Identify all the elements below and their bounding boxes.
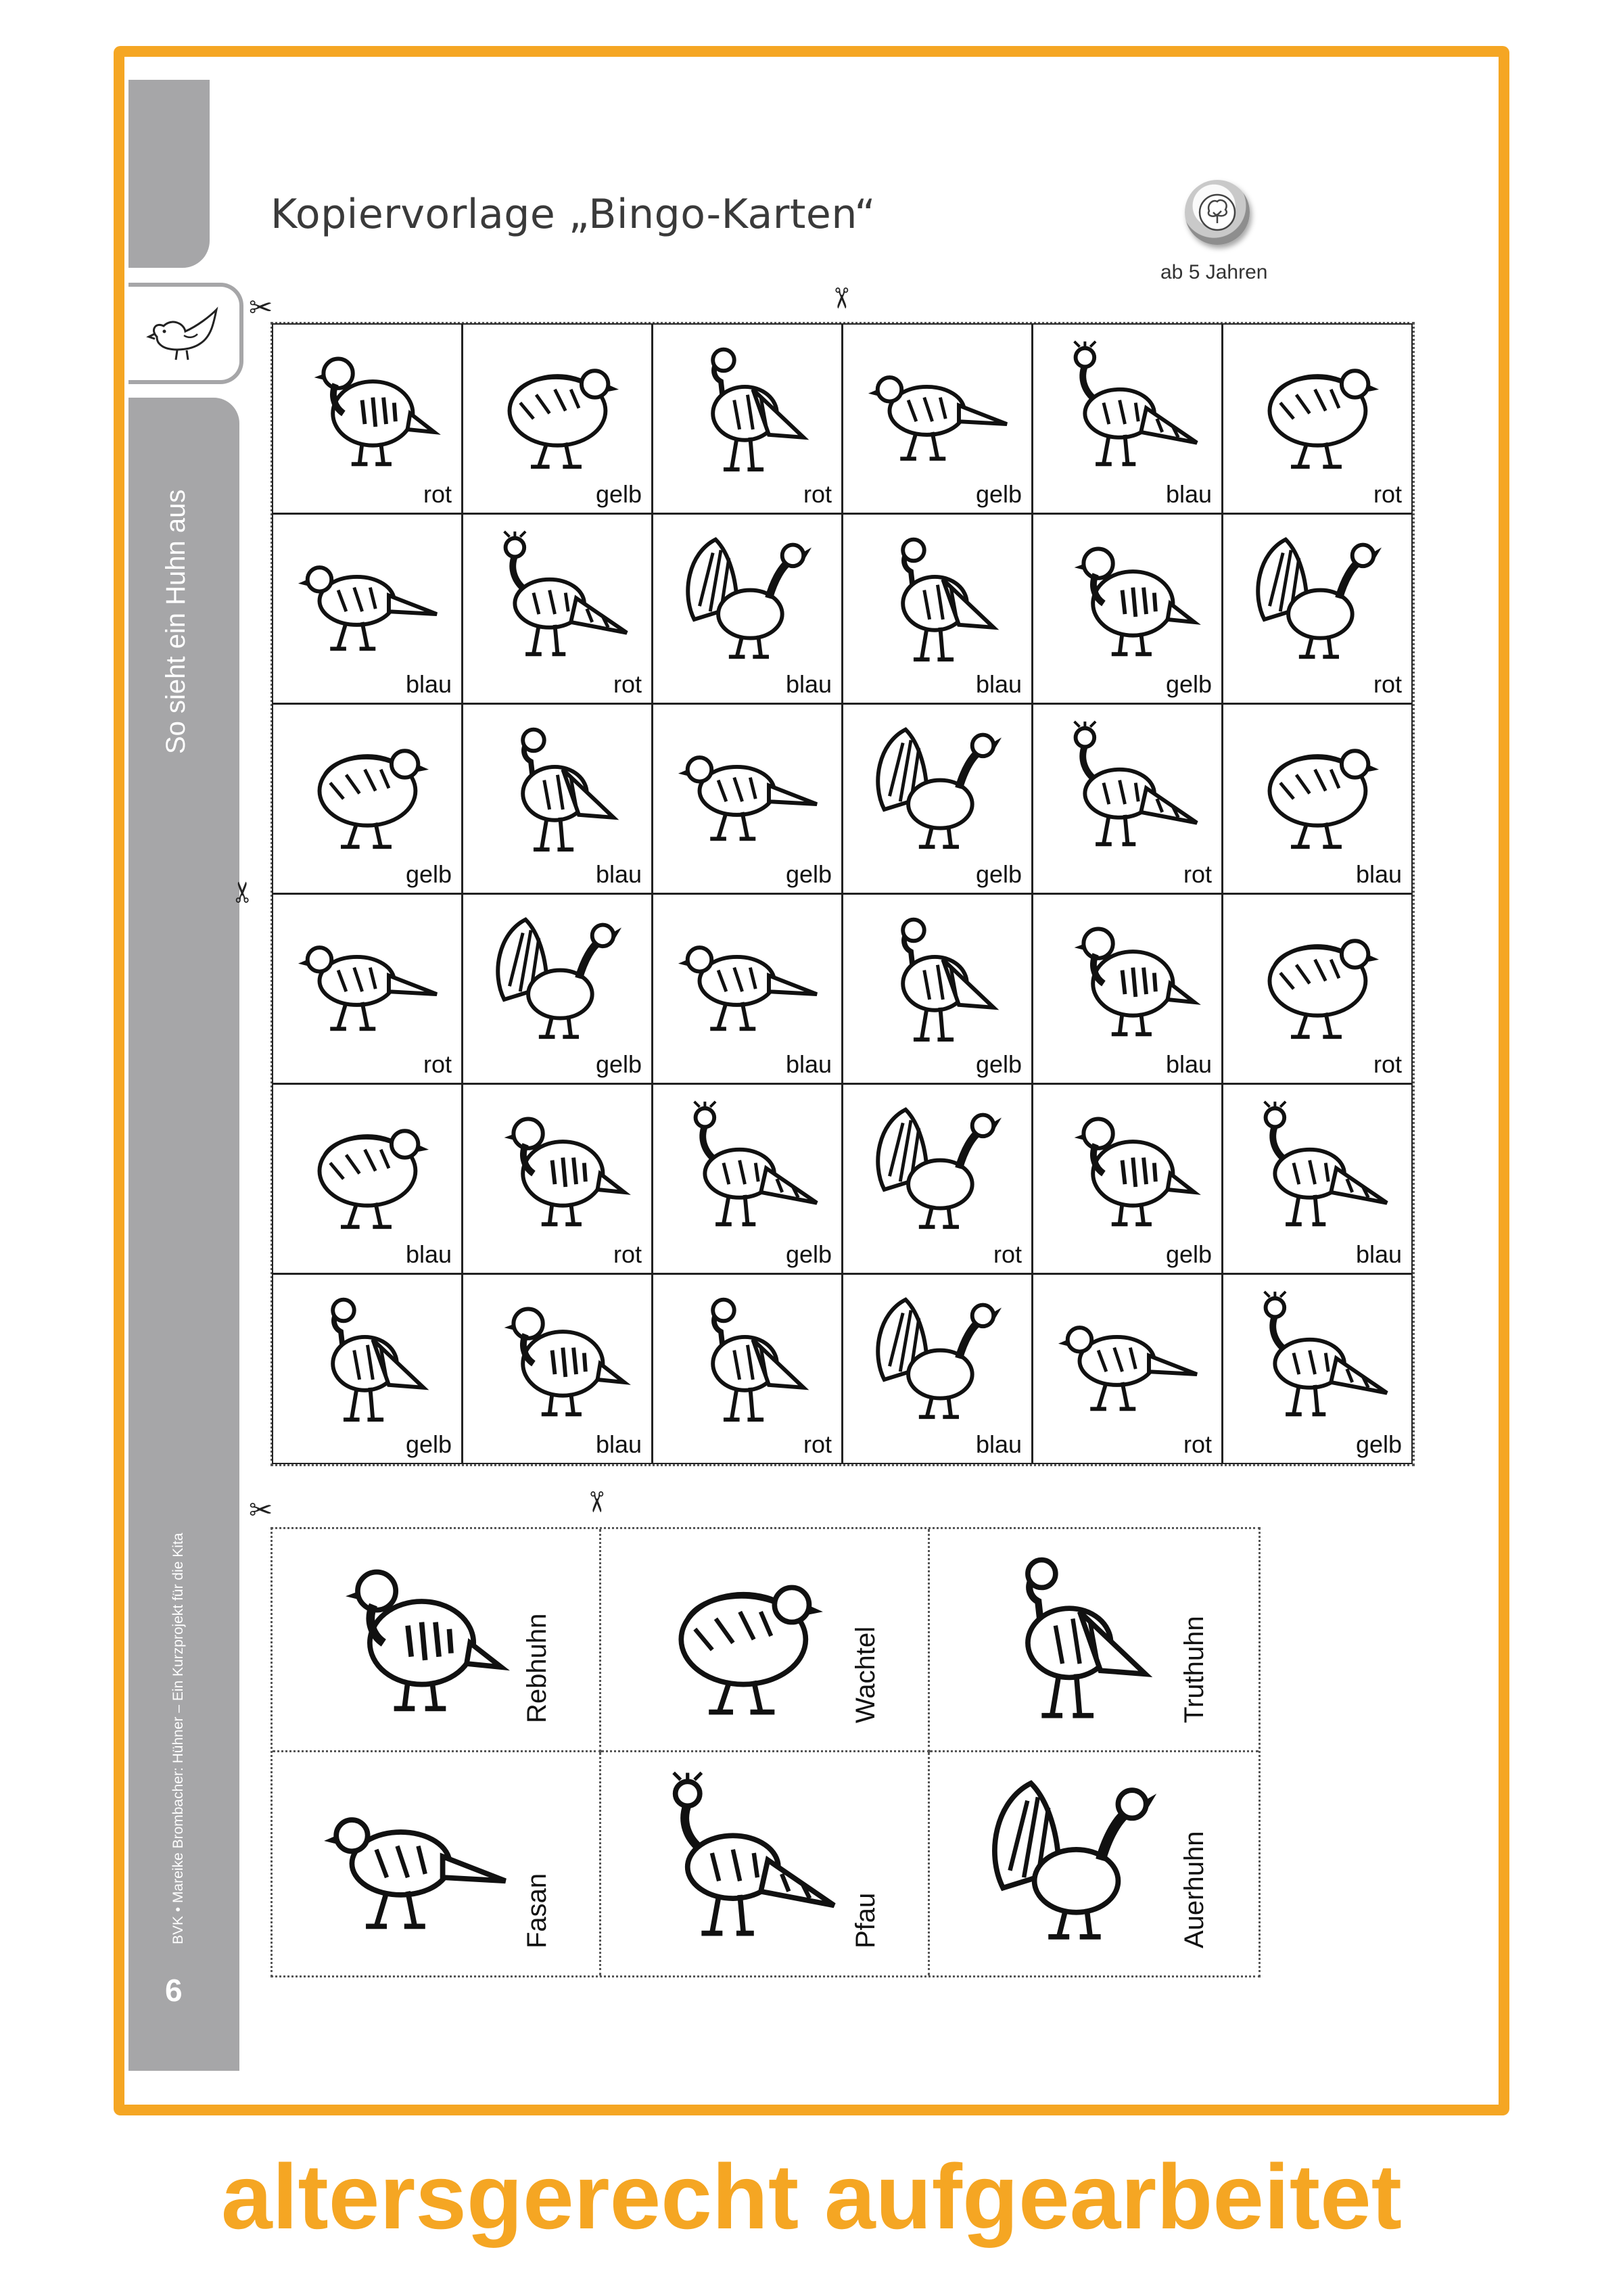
capercaillie-illustration	[1246, 526, 1392, 673]
color-label: rot	[1183, 1430, 1212, 1458]
bingo-card	[462, 893, 653, 1084]
capercaillie-illustration	[866, 716, 1012, 863]
color-label: gelb	[975, 1050, 1022, 1078]
bird-name-card: Rebhuhn	[273, 1529, 601, 1752]
peafowl-illustration	[1246, 1096, 1392, 1243]
color-label: blau	[1355, 1240, 1402, 1268]
partridge-illustration	[486, 1286, 632, 1433]
chapter-tab	[128, 283, 243, 384]
color-label: rot	[1183, 860, 1212, 888]
color-label: gelb	[785, 860, 832, 888]
color-label: rot	[1373, 1050, 1402, 1078]
bingo-card	[1222, 323, 1413, 514]
color-label: blau	[1165, 480, 1212, 508]
bingo-card	[462, 1083, 653, 1274]
turkey-illustration	[296, 1286, 442, 1433]
sidebar-upper-strip	[128, 80, 210, 268]
turkey-illustration	[866, 906, 1012, 1053]
bingo-card	[1222, 703, 1413, 894]
color-label: blau	[1165, 1050, 1212, 1078]
bird-name-card: Pfau	[601, 1752, 930, 1975]
peafowl-illustration	[628, 1766, 863, 1958]
bingo-card	[652, 893, 843, 1084]
bingo-card	[462, 513, 653, 704]
color-label: gelb	[1165, 1240, 1212, 1268]
color-label: gelb	[975, 480, 1022, 508]
capercaillie-illustration	[866, 1286, 1012, 1433]
peafowl-illustration	[1056, 336, 1202, 483]
color-label: rot	[1373, 670, 1402, 698]
color-label: rot	[613, 1240, 642, 1268]
pheasant-illustration	[676, 906, 822, 1053]
partridge-illustration	[1056, 1096, 1202, 1243]
pheasant-illustration	[299, 1766, 534, 1958]
color-label: blau	[595, 860, 642, 888]
color-label: gelb	[975, 860, 1022, 888]
turkey-illustration	[676, 1286, 822, 1433]
color-label: blau	[595, 1430, 642, 1458]
scissors-icon: ✂	[249, 1494, 273, 1526]
partridge-illustration	[486, 1096, 632, 1243]
turkey-illustration	[866, 526, 1012, 673]
quail-illustration	[1246, 906, 1392, 1053]
bingo-card-grid	[270, 322, 1415, 1466]
bingo-card	[1032, 1273, 1223, 1464]
age-label: ab 5 Jahren	[1160, 261, 1268, 283]
bingo-card	[1222, 893, 1413, 1084]
scissors-icon: ✂	[825, 286, 857, 310]
bingo-card	[1032, 513, 1223, 704]
scissors-icon: ✂	[227, 880, 259, 904]
color-label: blau	[785, 1050, 832, 1078]
scissors-icon: ✂	[249, 291, 273, 323]
color-label: blau	[975, 670, 1022, 698]
color-label: gelb	[405, 860, 452, 888]
quail-illustration	[296, 1096, 442, 1243]
bingo-card	[272, 893, 463, 1084]
partridge-illustration	[1056, 906, 1202, 1053]
bingo-card	[272, 1273, 463, 1464]
bingo-card	[652, 703, 843, 894]
tree-badge-icon	[1185, 180, 1250, 245]
partridge-illustration	[299, 1543, 534, 1733]
bingo-card	[272, 513, 463, 704]
bingo-card	[462, 703, 653, 894]
bingo-card	[652, 1083, 843, 1274]
quail-illustration	[1246, 716, 1392, 863]
pheasant-illustration	[296, 526, 442, 673]
bingo-card	[652, 513, 843, 704]
tree-icon	[1198, 193, 1236, 231]
turkey-illustration	[676, 336, 822, 483]
quail-illustration	[296, 716, 442, 863]
bingo-card	[272, 703, 463, 894]
color-label: blau	[1355, 860, 1402, 888]
bingo-card	[842, 323, 1033, 514]
capercaillie-illustration	[956, 1766, 1193, 1958]
pheasant-illustration	[866, 336, 1012, 483]
color-label: rot	[423, 480, 452, 508]
peafowl-illustration	[1056, 716, 1202, 863]
quail-illustration	[486, 336, 632, 483]
page-title: Kopiervorlage „Bingo-Karten“	[270, 191, 876, 238]
publisher-credit: BVK • Mareike Brombacher: Hühner – Ein Kurzprojekt für die Kita	[170, 1532, 186, 1944]
color-label: blau	[405, 1240, 452, 1268]
bird-name-card: Wachtel	[601, 1529, 930, 1752]
color-label: blau	[785, 670, 832, 698]
pheasant-illustration	[676, 716, 822, 863]
bingo-card	[1032, 703, 1223, 894]
bingo-card	[1222, 1083, 1413, 1274]
bingo-card	[462, 323, 653, 514]
turkey-illustration	[486, 716, 632, 863]
quail-illustration	[1246, 336, 1392, 483]
chapter-title: So sieht ein Huhn aus	[161, 489, 191, 754]
bird-name-card: Truthuhn	[930, 1529, 1259, 1752]
capercaillie-illustration	[866, 1096, 1012, 1243]
bingo-card	[652, 1273, 843, 1464]
turkey-illustration	[956, 1543, 1193, 1733]
bingo-card	[1222, 513, 1413, 704]
capercaillie-illustration	[486, 906, 632, 1053]
bird-name-card: Auerhuhn	[930, 1752, 1259, 1975]
bingo-card	[842, 1273, 1033, 1464]
scissors-icon: ✂	[580, 1490, 613, 1514]
color-label: gelb	[1165, 670, 1212, 698]
pheasant-illustration	[296, 906, 442, 1053]
bird-name-card: Fasan	[273, 1752, 601, 1975]
footer-slogan: altersgerecht aufgearbeitet	[221, 2145, 1402, 2248]
color-label: rot	[1373, 480, 1402, 508]
page-number: 6	[165, 1973, 183, 2008]
bingo-card	[842, 1083, 1033, 1274]
bingo-card	[1032, 893, 1223, 1084]
quail-illustration	[628, 1543, 863, 1733]
pheasant-illustration	[1056, 1286, 1202, 1433]
bingo-card	[842, 513, 1033, 704]
color-label: blau	[975, 1430, 1022, 1458]
chicken-icon	[143, 303, 225, 364]
capercaillie-illustration	[676, 526, 822, 673]
peafowl-illustration	[676, 1096, 822, 1243]
color-label: rot	[423, 1050, 452, 1078]
bingo-card	[1032, 323, 1223, 514]
bingo-card	[272, 1083, 463, 1274]
bingo-card	[842, 893, 1033, 1084]
bingo-card	[1222, 1273, 1413, 1464]
color-label: gelb	[595, 480, 642, 508]
color-label: rot	[803, 1430, 832, 1458]
bingo-card	[842, 703, 1033, 894]
color-label: rot	[803, 480, 832, 508]
color-label: blau	[405, 670, 452, 698]
color-label: gelb	[785, 1240, 832, 1268]
bird-name-grid	[270, 1527, 1261, 1977]
bingo-card	[462, 1273, 653, 1464]
color-label: gelb	[595, 1050, 642, 1078]
peafowl-illustration	[486, 526, 632, 673]
peafowl-illustration	[1246, 1286, 1392, 1433]
partridge-illustration	[296, 336, 442, 483]
color-label: rot	[613, 670, 642, 698]
color-label: gelb	[405, 1430, 452, 1458]
bingo-card	[652, 323, 843, 514]
bingo-card	[1032, 1083, 1223, 1274]
color-label: rot	[993, 1240, 1022, 1268]
color-label: gelb	[1355, 1430, 1402, 1458]
bingo-card	[272, 323, 463, 514]
partridge-illustration	[1056, 526, 1202, 673]
